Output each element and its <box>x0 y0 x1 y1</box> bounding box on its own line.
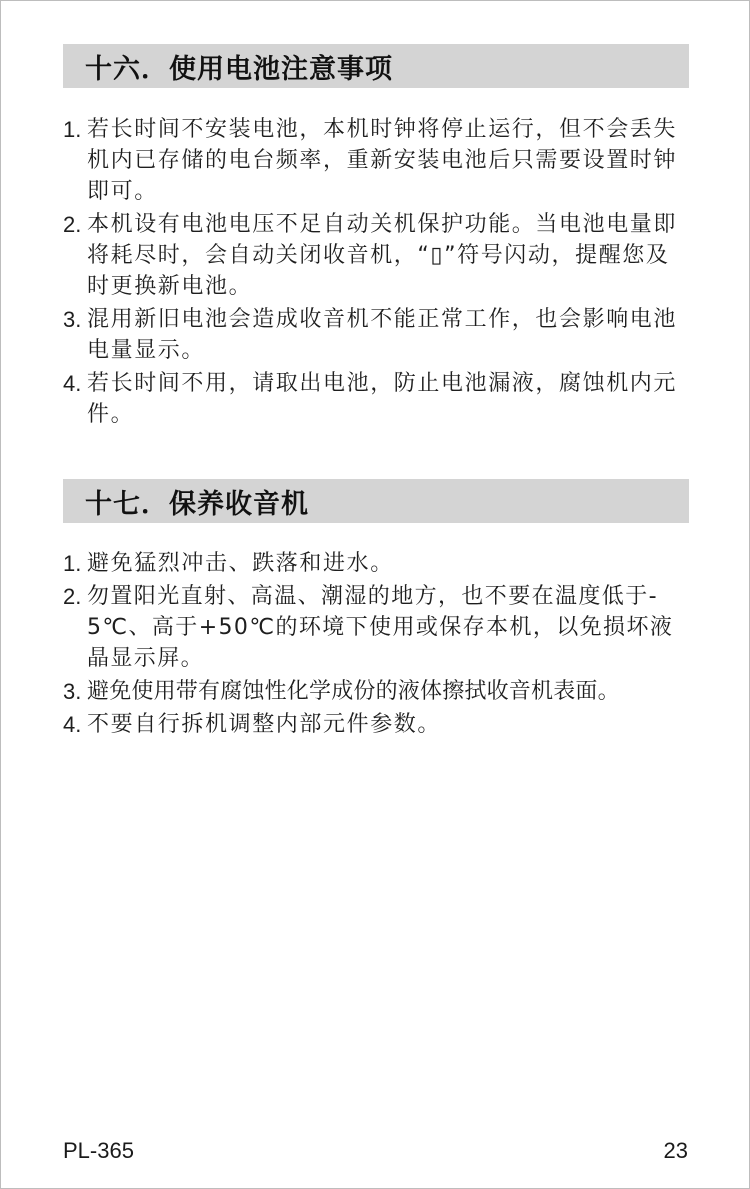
list-item <box>63 209 693 302</box>
list-item <box>63 548 693 579</box>
radio-care-list <box>63 548 693 742</box>
section-header-radio-care <box>63 479 689 523</box>
section-title: 十六．使用电池注意事项 <box>85 53 393 85</box>
item-text: 勿置阳光直射、高温、潮湿的地方，也不要在温度低于-5℃、高于+50℃的环境下使用或保存本机，以免损坏液晶显示屏。 <box>87 584 674 671</box>
page-number: 23 <box>663 1138 688 1163</box>
item-number: 1. <box>63 551 82 576</box>
battery-notes-list <box>63 114 693 432</box>
item-number: 2. <box>63 584 82 609</box>
item-text: 避免使用带有腐蚀性化学成份的液体擦拭收音机表面。 <box>87 679 620 704</box>
list-item <box>63 114 693 207</box>
list-item <box>63 368 693 430</box>
list-item <box>63 581 693 674</box>
item-text: 混用新旧电池会造成收音机不能正常工作，也会影响电池电量显示。 <box>87 307 678 363</box>
section-title: 十七．保养收音机 <box>85 488 309 520</box>
item-number: 3. <box>63 307 82 332</box>
item-number: 4. <box>63 712 82 737</box>
item-text: 不要自行拆机调整内部元件参数。 <box>87 712 442 737</box>
item-number: 4. <box>63 371 82 396</box>
list-item <box>63 676 693 707</box>
item-text: 本机设有电池电压不足自动关机保护功能。当电池电量即将耗尽时，会自动关闭收音机，“▯”符号闪动，提醒您及时更换新电池。 <box>87 212 678 299</box>
item-text: 避免猛烈冲击、跌落和进水。 <box>87 551 394 576</box>
footer-model: PL-365 <box>63 1138 134 1163</box>
list-item <box>63 304 693 366</box>
section-header-battery-notes <box>63 44 689 88</box>
item-number: 3. <box>63 679 82 704</box>
item-text: 若长时间不用，请取出电池，防止电池漏液，腐蚀机内元件。 <box>87 371 678 427</box>
list-item <box>63 709 693 740</box>
item-number: 2. <box>63 212 82 237</box>
item-text: 若长时间不安装电池，本机时钟将停止运行，但不会丢失机内已存储的电台频率，重新安装电池后只需要设置时钟即可。 <box>87 117 678 204</box>
item-number: 1. <box>63 117 82 142</box>
